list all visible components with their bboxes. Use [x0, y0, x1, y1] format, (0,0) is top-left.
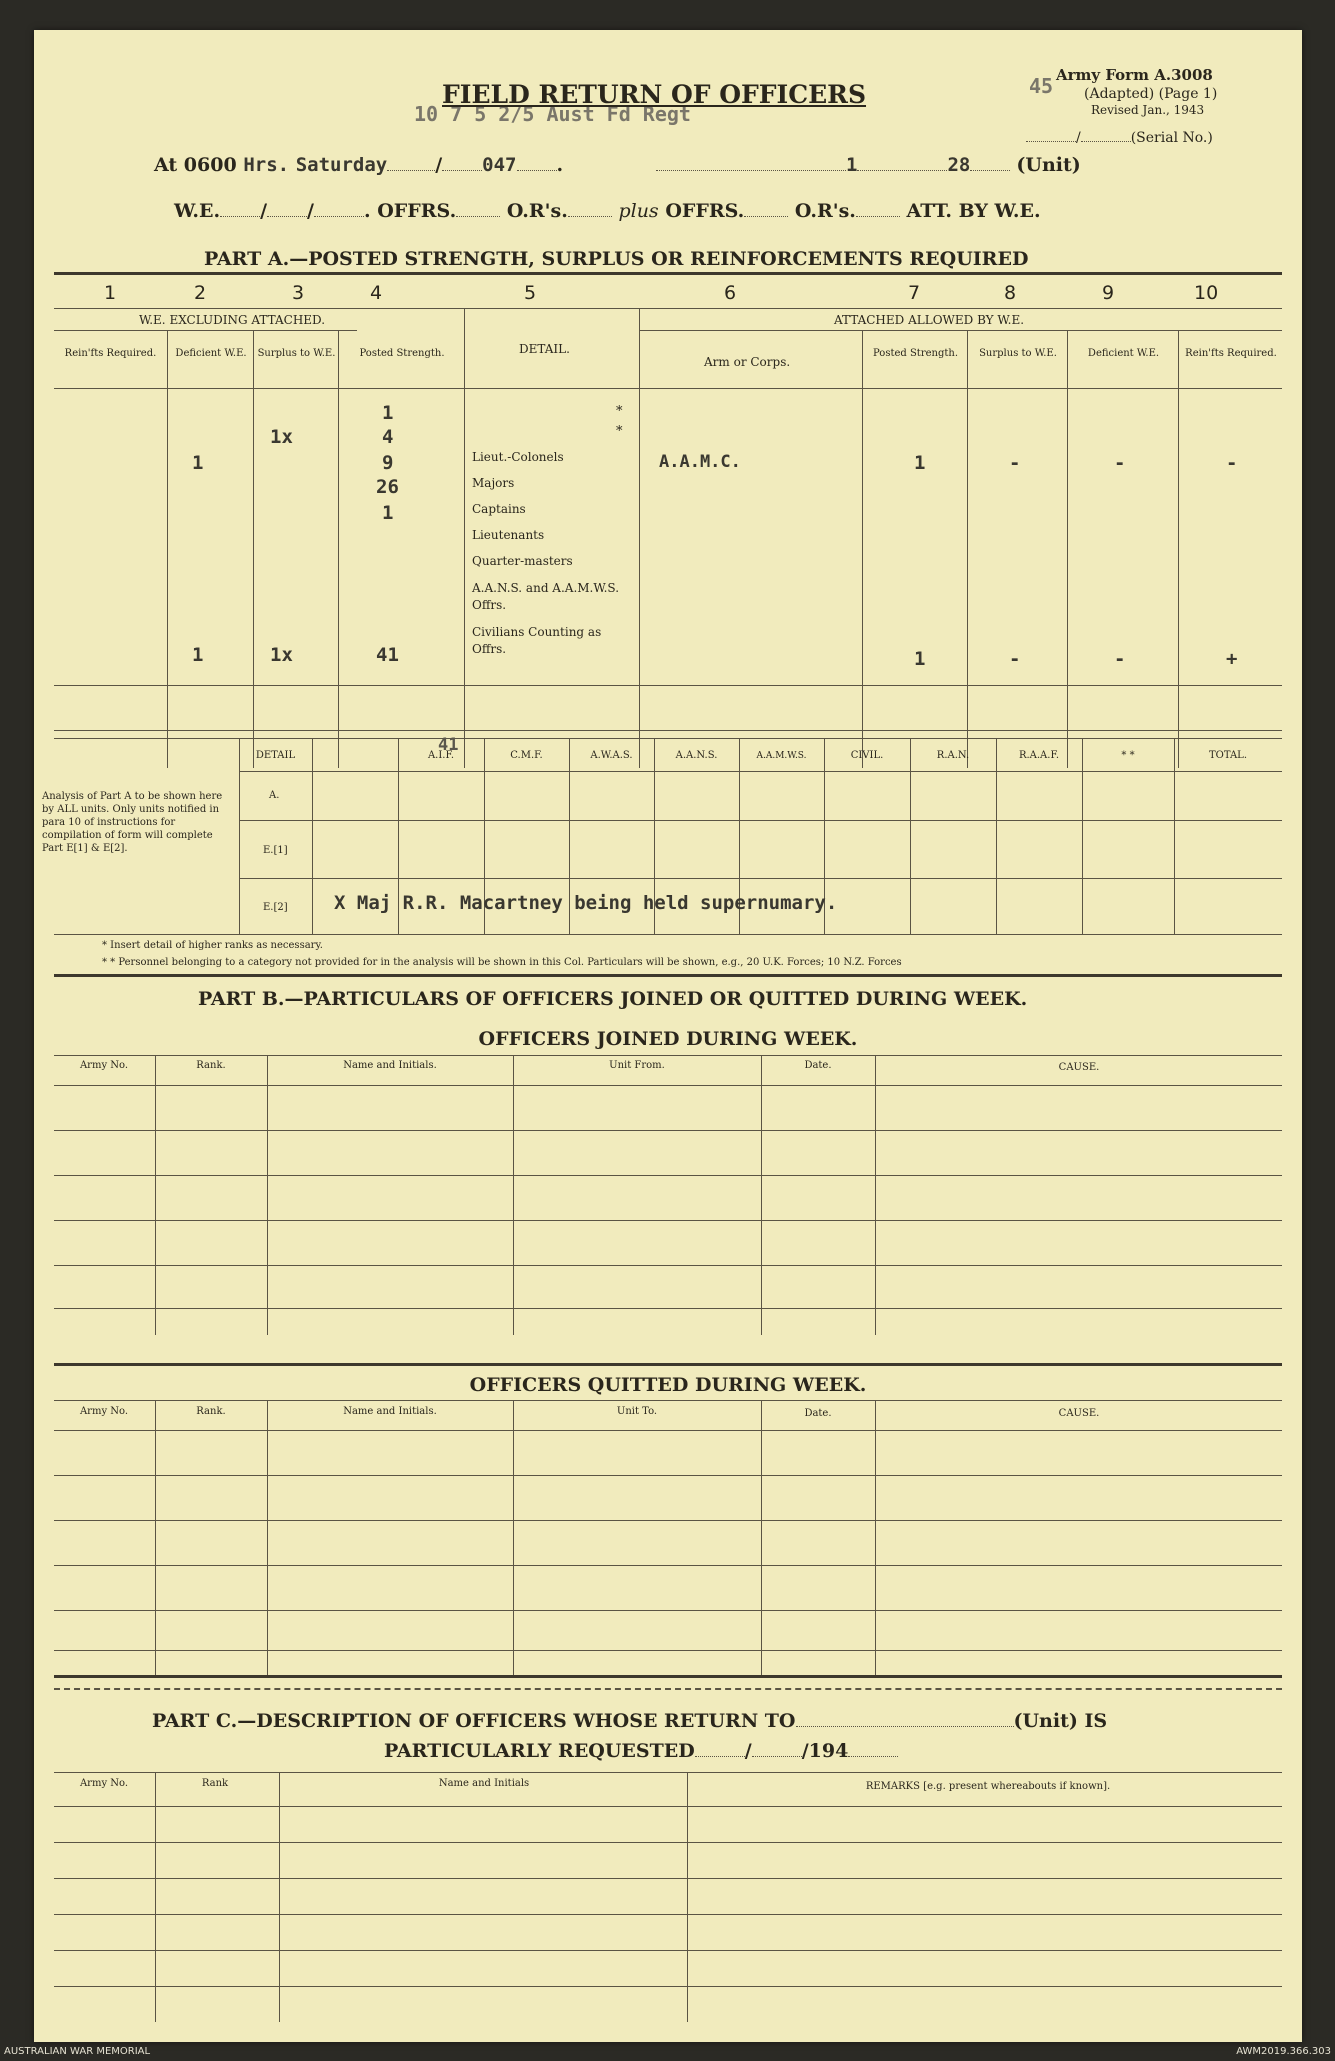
quitted-col-cause: CAUSE. [1058, 1408, 1100, 1419]
joined-col-cause: CAUSE. [1058, 1062, 1100, 1073]
footer-left: AUSTRALIAN WAR MEMORIAL [4, 2046, 151, 2057]
joined-col-unit-from: Unit From. [609, 1060, 665, 1071]
serial-no-field: / (Serial No.) [1026, 130, 1213, 146]
we-line: W.E. / / . OFFRS. O.R's. plus OFFRS. O.R's. ATT. BY W.E. [174, 200, 1041, 222]
analysis-col-total: TOTAL. [1208, 750, 1248, 761]
detail-lieut-colonels: Lieut.-Colonels [472, 450, 564, 464]
att-reinf-value: - [1226, 452, 1238, 474]
analysis-col-cmf: C.M.F. [510, 750, 543, 761]
reinf2-header: Rein'fts Required. [1185, 348, 1277, 359]
part-b-title: PART B.—PARTICULARS OF OFFICERS JOINED OR QUITTED DURING WEEK. [198, 988, 1028, 1010]
col-num-5: 5 [524, 282, 537, 304]
total-att-reinf: + [1226, 648, 1238, 670]
unit-field: 1 28 (Unit) [656, 154, 1081, 176]
detail-aans: A.A.N.S. and A.A.M.W.S. Offrs. [472, 581, 620, 612]
posted-value-5: 1 [382, 502, 394, 524]
col-num-3: 3 [292, 282, 305, 304]
analysis-col-aif: A.I.F. [427, 750, 455, 761]
analysis-row-e1: E.[1] [263, 845, 288, 856]
joined-col-rank: Rank. [196, 1060, 226, 1071]
col-num-4: 4 [370, 282, 383, 304]
col-num-9: 9 [1102, 282, 1115, 304]
typed-form-number: 45 [1029, 74, 1054, 98]
analysis-side-note: Analysis of Part A to be shown here by ALL units. Only units notified in para 10 of instructions for compilation of form will complete Part E[1] & E[2]. [42, 791, 223, 854]
form-sheet [34, 30, 1302, 2042]
quitted-col-name: Name and Initials. [343, 1406, 437, 1417]
col-num-2: 2 [194, 282, 207, 304]
quitted-title: OFFICERS QUITTED DURING WEEK. [469, 1374, 867, 1396]
quitted-col-rank: Rank. [196, 1406, 226, 1417]
footnote-1: * Insert detail of higher ranks as necessary. [102, 940, 323, 951]
part-c-title-1: PART C.—DESCRIPTION OF OFFICERS WHOSE RETURN TO (Unit) IS [152, 1710, 1108, 1732]
part-c-col-name: Name and Initials [438, 1778, 530, 1789]
analysis-col-aamws: A.A.M.W.S. [756, 751, 807, 761]
detail-quarter-masters: Quarter-masters [472, 554, 573, 568]
we-excluding-attached-label: W.E. EXCLUDING ATTACHED. [139, 313, 326, 327]
deficient2-header: Deficient W.E. [1087, 348, 1160, 359]
joined-title: OFFICERS JOINED DURING WEEK. [478, 1028, 858, 1050]
detail-lieutenants: Lieutenants [472, 528, 545, 542]
part-c-col-remarks: REMARKS [e.g. present whereabouts if known]. [865, 1781, 1111, 1792]
at-hrs-line: At 0600 Hrs. Saturday / 047 . [154, 154, 564, 176]
posted-value-2: 4 [382, 426, 394, 448]
detail-header: DETAIL. [519, 342, 570, 356]
part-c-col-rank: Rank [201, 1778, 229, 1789]
col-num-10: 10 [1194, 282, 1219, 304]
revised-label: Revised Jan., 1943 [1091, 103, 1205, 117]
col-num-7: 7 [908, 282, 921, 304]
reinf-header: Rein'fts Required. [64, 348, 157, 359]
analysis-col-awas: A.W.A.S. [590, 750, 633, 761]
joined-col-date: Date. [804, 1060, 832, 1071]
joined-col-name: Name and Initials. [343, 1060, 437, 1071]
joined-col-army-no: Army No. [79, 1060, 129, 1071]
asterisk-2: * [616, 424, 623, 439]
total-posted: 41 [376, 644, 399, 666]
form-title: FIELD RETURN OF OFFICERS [442, 80, 867, 109]
detail-majors: Majors [472, 476, 515, 490]
posted-value-1: 1 [382, 402, 394, 424]
posted-value-4: 26 [376, 476, 399, 498]
surplus-value: 1x [270, 426, 293, 448]
analysis-col-aans: A.A.N.S. [675, 750, 718, 761]
analysis-row-e2: E.[2] [263, 902, 288, 913]
deficient-header: Deficient W.E. [175, 348, 247, 359]
total-att-surplus: - [1009, 648, 1021, 670]
attached-allowed-label: ATTACHED ALLOWED BY W.E. [834, 313, 1025, 327]
detail-captains: Captains [472, 502, 526, 516]
analysis-col-detail: DETAIL [255, 750, 296, 761]
analysis-row-a: A. [269, 790, 280, 801]
total-att-deficient: - [1114, 648, 1126, 670]
total-att-posted: 1 [914, 648, 926, 670]
col-num-8: 8 [1004, 282, 1017, 304]
arm-corps-value: A.A.M.C. [659, 452, 741, 472]
detail-civilians: Civilians Counting as Offrs. [472, 625, 602, 656]
part-c-col-army-no: Army No. [79, 1778, 129, 1789]
att-posted-value: 1 [914, 452, 926, 474]
posted-value-3: 9 [382, 452, 394, 474]
quitted-col-unit-to: Unit To. [616, 1406, 658, 1417]
att-deficient-value: - [1114, 452, 1126, 474]
quitted-col-army-no: Army No. [79, 1406, 129, 1417]
total-deficient: 1 [192, 644, 204, 666]
deficient-value: 1 [192, 452, 204, 474]
total-surplus: 1x [270, 644, 293, 666]
col-num-6: 6 [724, 282, 737, 304]
footnote-2: * * Personnel belonging to a category not provided for in the analysis will be shown in this Col. Particulars will be shown, e.g., 20 U.K. Forces; 10 N.Z. Forces [102, 957, 902, 968]
army-form-label: Army Form A.3008 [1056, 66, 1213, 84]
col-num-1: 1 [104, 282, 117, 304]
adapted-label: (Adapted) (Page 1) [1084, 86, 1218, 102]
analysis-col-civil: CIVIL. [850, 750, 884, 761]
asterisk-1: * [616, 404, 623, 419]
analysis-col-ran: R.A.N. [936, 750, 970, 761]
footer-right: AWM2019.366.303 [1236, 2046, 1331, 2057]
arm-corps-header: Arm or Corps. [704, 355, 791, 369]
surplus2-header: Surplus to W.E. [979, 348, 1057, 359]
posted-header: Posted Strength. [359, 348, 445, 359]
typed-header-line: 10 7 5 2/5 Aust Fd Regt [414, 102, 691, 126]
posted2-header: Posted Strength. [872, 348, 959, 359]
analysis-typed-aif: 41 [438, 735, 459, 755]
e2-typed-note: X Maj R.R. Macartney being held supernumary. [334, 892, 838, 914]
part-a-title: PART A.—POSTED STRENGTH, SURPLUS OR REINFORCEMENTS REQUIRED [204, 248, 1029, 270]
att-surplus-value: - [1009, 452, 1021, 474]
surplus-header: Surplus to W.E. [257, 348, 336, 359]
analysis-col-raaf: R.A.A.F. [1018, 750, 1060, 761]
analysis-col-other: * * [1121, 750, 1135, 761]
quitted-col-date: Date. [804, 1408, 832, 1419]
part-c-title-2: PARTICULARLY REQUESTED / /194 [384, 1740, 898, 1762]
